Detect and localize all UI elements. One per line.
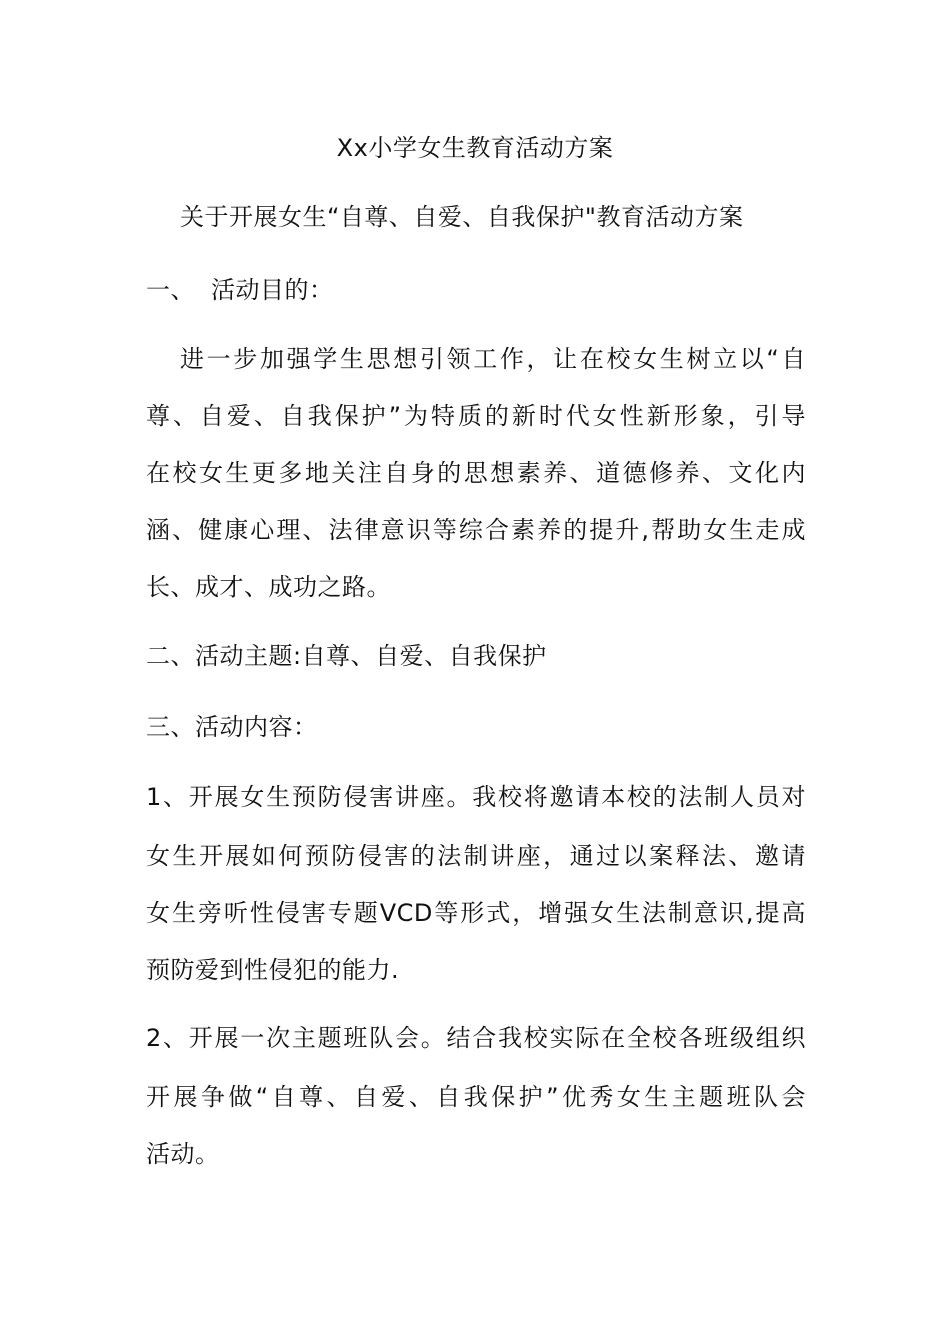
item-2-line: 活动。 bbox=[146, 1140, 220, 1168]
section-2-heading: 二、活动主题:自尊、自爱、自我保护 bbox=[146, 642, 547, 670]
item-1-line: 预防爱到性侵犯的能力. bbox=[146, 956, 400, 984]
item-1-line: 1、开展女生预防侵害讲座。我校将邀请本校的法制人员对 bbox=[146, 783, 806, 811]
paragraph-1-line: 进一步加强学生思想引领工作，让在校女生树立以“自 bbox=[180, 345, 806, 373]
item-2-line: 2、开展一次主题班队会。结合我校实际在全校各班级组织 bbox=[146, 1024, 806, 1052]
paragraph-1-line: 长、成才、成功之路。 bbox=[146, 573, 391, 601]
item-1-line: 女生开展如何预防侵害的法制讲座，通过以案释法、邀请 bbox=[146, 842, 806, 870]
section-1-number: 一、 bbox=[146, 276, 195, 304]
paragraph-1-line: 在校女生更多地关注自身的思想素养、道德修养、文化内 bbox=[146, 459, 806, 487]
section-3-heading: 三、活动内容： bbox=[146, 713, 318, 741]
section-1-heading: 活动目的： bbox=[211, 276, 334, 304]
paragraph-1-line: 尊、自爱、自我保护”为特质的新时代女性新形象，引导 bbox=[146, 402, 806, 430]
item-1-line: 女生旁听性侵害专题VCD等形式，增强女生法制意识,提高 bbox=[146, 899, 806, 927]
item-2-line: 开展争做“自尊、自爱、自我保护”优秀女生主题班队会 bbox=[146, 1083, 806, 1111]
document-subtitle: 关于开展女生“自尊、自爱、自我保护"教育活动方案 bbox=[180, 203, 744, 231]
paragraph-1-line: 涵、健康心理、法律意识等综合素养的提升,帮助女生走成 bbox=[146, 516, 806, 544]
document-title: Xx小学女生教育活动方案 bbox=[336, 134, 614, 162]
